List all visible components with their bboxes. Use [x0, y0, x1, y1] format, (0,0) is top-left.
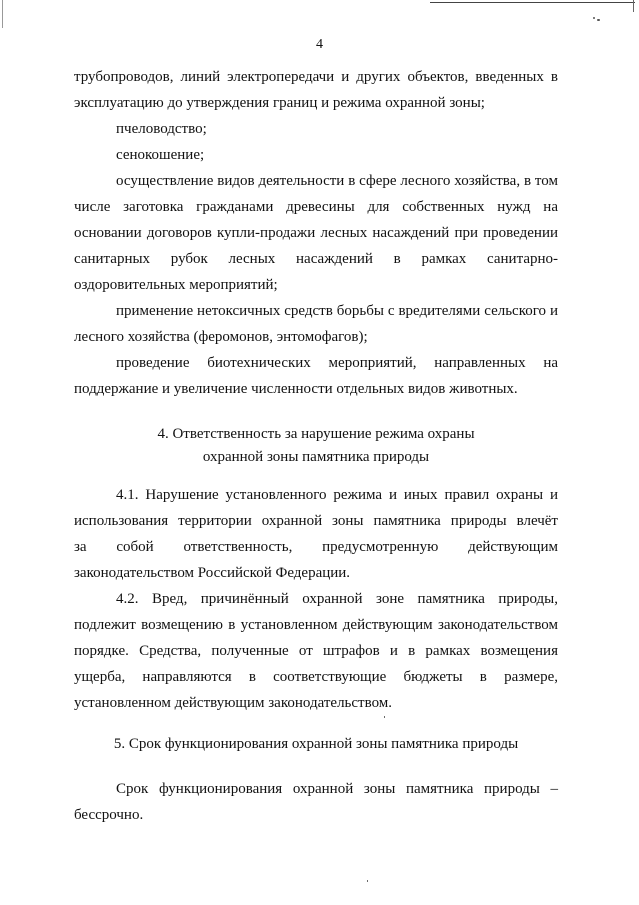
- paragraph-4-1: за собой ответственность, предусмотренную действующим: [74, 539, 558, 555]
- section-heading: охранной зоны памятника природы: [202, 449, 430, 465]
- list-item-forestry: оздоровительных мероприятий;: [74, 277, 278, 293]
- paragraph-5: Срок функционирования охранной зоны памятника природы –: [116, 781, 558, 797]
- paragraph-4-2: 4.2. Вред, причинённый охранной зоне памятника природы,: [116, 591, 558, 607]
- list-item-forestry: основании договоров купли-продажи лесных насаждений при проведении: [74, 225, 558, 241]
- list-item-forestry: числе заготовка гражданами древесины для собственных нужд на: [74, 199, 558, 215]
- paragraph-4-1: законодательством Российской Федерации.: [74, 565, 351, 581]
- paragraph-4-1: 4.1. Нарушение установленного режима и иных правил охраны и: [116, 487, 558, 503]
- section-heading: 4. Ответственность за нарушение режима охраны: [157, 426, 475, 442]
- paragraph-4-2: подлежит возмещению в установленном действующим законодательством: [74, 617, 558, 633]
- section-heading: 5. Срок функционирования охранной зоны памятника природы: [113, 736, 519, 752]
- list-item-biotech: проведение биотехнических мероприятий, направленных на: [116, 355, 558, 371]
- paragraph-4-2: установленном действующим законодательством.: [74, 695, 393, 711]
- paragraph-4-1: использования территории охранной зоны памятника природы влечёт: [74, 513, 558, 529]
- scan-edge-mark-left: [2, 0, 3, 28]
- scan-speck: [593, 17, 595, 19]
- list-item-text: трубопроводов, линий электропередачи и других объектов, введенных в: [74, 69, 558, 85]
- list-item-beekeeping: пчеловодство;: [116, 121, 207, 137]
- list-item-pesticides: применение нетоксичных средств борьбы с вредителями сельского и: [116, 303, 558, 319]
- list-item-text: эксплуатацию до утверждения границ и режима охранной зоны;: [74, 95, 485, 111]
- paragraph-4-2: порядке. Средства, полученные от штрафов и в рамках возмещения: [74, 643, 558, 659]
- scan-speck: [384, 716, 385, 718]
- list-item-pesticides: лесного хозяйства (феромонов, энтомофагов);: [74, 329, 368, 345]
- list-item-forestry: санитарных рубок лесных насаждений в рамках санитарно-: [74, 251, 558, 267]
- scan-speck: [367, 880, 368, 882]
- scan-speck: [597, 19, 600, 21]
- list-item-biotech: поддержание и увеличение численности отдельных видов животных.: [74, 381, 518, 397]
- scan-edge-line: [430, 2, 635, 3]
- list-item-forestry: осуществление видов деятельности в сфере лесного хозяйства, в том: [116, 173, 558, 189]
- paragraph-5: бессрочно.: [74, 807, 144, 823]
- list-item-haymaking: сенокошение;: [116, 147, 205, 163]
- page-number: 4: [316, 37, 323, 52]
- paragraph-4-2: ущерба, направляются в соответствующие бюджеты в размере,: [74, 669, 558, 685]
- scan-edge-mark: [633, 0, 634, 12]
